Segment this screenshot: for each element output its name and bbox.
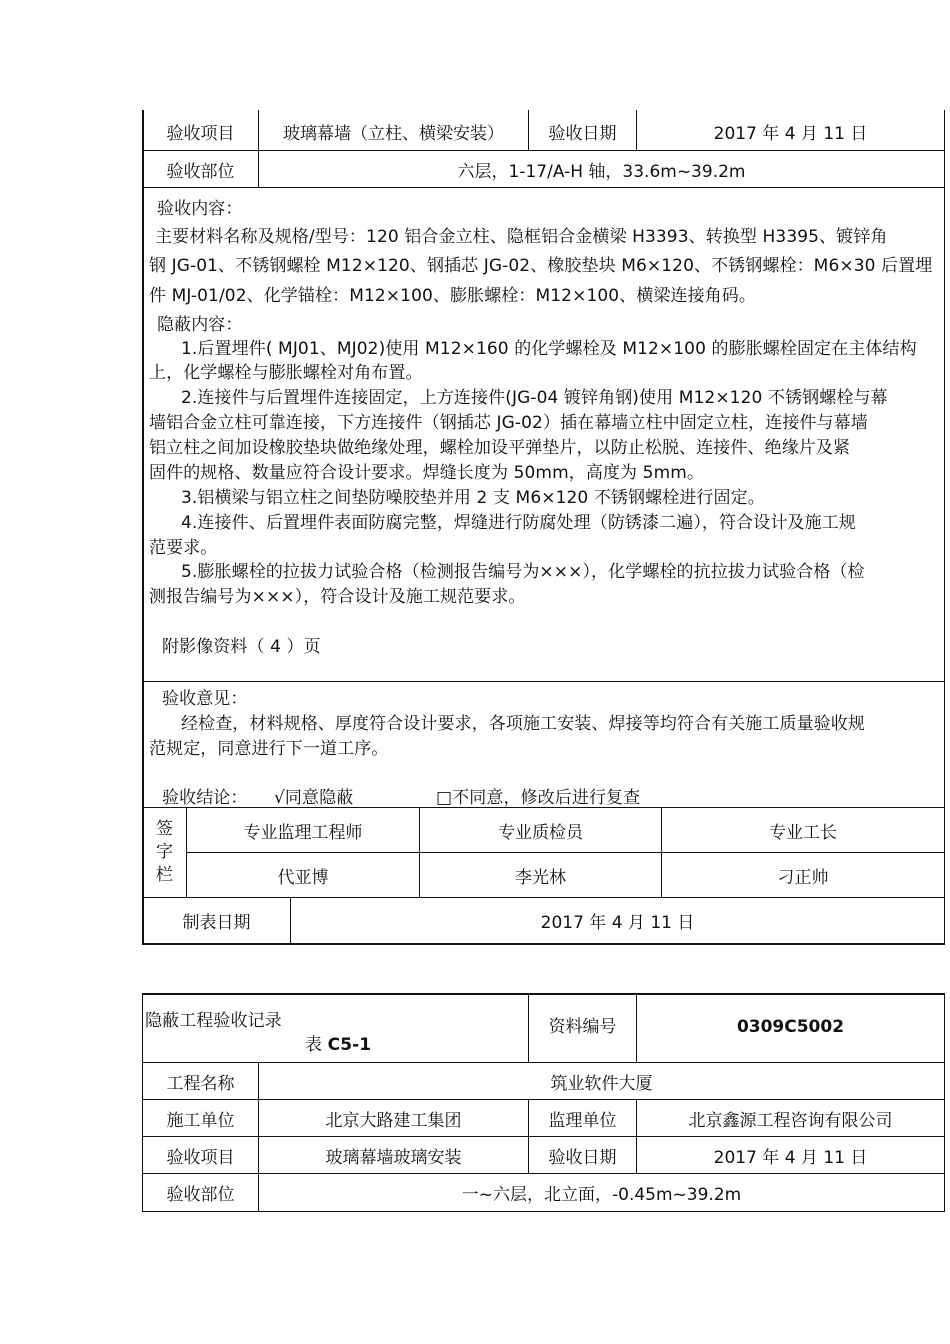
hidden-line: 范要求。	[149, 538, 218, 558]
table-code: C5-1	[327, 1035, 372, 1055]
signature-char: 栏	[156, 865, 173, 885]
supervisor-label: 监理单位	[548, 1110, 617, 1131]
hidden-line: 铝立柱之间加设橡胶垫块做绝缘处理，螺栓加设平弹垫片，以防止松脱、连接件、绝缘片及紧	[149, 438, 851, 458]
record-title: 隐蔽工程验收记录	[145, 1011, 282, 1031]
materials-line: 钢 JG-01、不锈钢螺栓 M12×120、钢插芯 JG-02、橡胶垫块 M6×120、不锈钢螺栓：M6×30 后置埋	[149, 256, 933, 276]
hidden-heading: 隐蔽内容：	[157, 315, 243, 335]
name-inspector: 李光林	[515, 867, 566, 888]
role-foreman: 专业工长	[769, 822, 837, 843]
name-supervisor: 代亚博	[277, 867, 329, 888]
disagree-checkbox[interactable]: □不同意，修改后进行复查	[436, 788, 641, 808]
doc-no-value: 0309C5002	[736, 1017, 845, 1037]
hidden-line: 上，化学螺栓与膨胀螺栓对角布置。	[149, 363, 423, 383]
materials-line: 件 MJ-01/02、化学锚栓：M12×100、膨胀螺栓：M12×100、横梁连接角码。	[149, 286, 756, 306]
date-label: 验收日期	[548, 123, 617, 144]
project-value: 玻璃幕墙（立柱、横梁安装）	[283, 123, 504, 144]
attachment-note: 附影像资料（ 4 ）页	[162, 637, 321, 657]
contractor-label: 施工单位	[166, 1110, 235, 1131]
conclusion-label: 验收结论：	[162, 788, 248, 808]
contractor-value: 北京大路建工集团	[325, 1110, 462, 1131]
agree-checkbox[interactable]: √同意隐蔽	[274, 788, 354, 808]
item-date-value: 2017 年 4 月 11 日	[713, 1147, 868, 1168]
hidden-line: 测报告编号为×××），符合设计及施工规范要求。	[149, 587, 526, 607]
role-inspector: 专业质检员	[498, 822, 583, 843]
form-date-label: 制表日期	[182, 913, 251, 933]
location2-label: 验收部位	[166, 1185, 235, 1205]
doc-no-label: 资料编号	[548, 1016, 617, 1037]
form-date-value: 2017 年 4 月 11 日	[540, 913, 695, 933]
hidden-line: 墙铝合金立柱可靠连接，下方连接件（钢插芯 JG-02）插在幕墙立柱中固定立柱，连接件与幕墙	[149, 413, 868, 433]
materials-line: 主要材料名称及规格/型号：120 铝合金立柱、隐框铝合金横梁 H3393、转换型 H3395、镀锌角	[155, 227, 888, 247]
opinion-heading: 验收意见：	[162, 689, 248, 709]
signature-side-label	[143, 808, 186, 897]
location-label: 验收部位	[166, 161, 235, 182]
hidden-line: 4.连接件、后置埋件表面防腐完整，焊缝进行防腐处理（防锈漆二遍），符合设计及施工规	[181, 513, 856, 533]
item-date-label: 验收日期	[548, 1147, 617, 1168]
item-label: 验收项目	[166, 1147, 235, 1168]
project-label: 验收项目	[166, 123, 235, 144]
opinion-line: 经检查，材料规格、厚度符合设计要求，各项施工安装、焊接等均符合有关施工质量验收规	[181, 714, 865, 734]
hidden-line: 5.膨胀螺栓的拉拔力试验合格（检测报告编号为×××），化学螺栓的抗拉拔力试验合格（检	[181, 562, 865, 582]
table-code-line	[305, 1030, 371, 1055]
role-supervisor: 专业监理工程师	[243, 822, 363, 843]
project-name-value: 筑业软件大厦	[550, 1073, 653, 1094]
table-prefix: 表	[305, 1035, 323, 1055]
item-value: 玻璃幕墙玻璃安装	[325, 1147, 462, 1168]
content-heading: 验收内容：	[157, 199, 243, 219]
location2-value: 一~六层，北立面，-0.45m~39.2m	[461, 1185, 742, 1205]
date-value: 2017 年 4 月 11 日	[713, 123, 868, 144]
name-foreman: 刁正帅	[777, 867, 829, 888]
signature-char: 签	[156, 819, 173, 839]
row-divider	[142, 187, 945, 188]
project-name-label: 工程名称	[166, 1073, 235, 1094]
row-divider	[142, 681, 945, 682]
hidden-line: 1.后置埋件( MJ01、MJ02)使用 M12×160 的化学螺栓及 M12×100 的膨胀螺栓固定在主体结构	[181, 339, 917, 359]
supervisor-value: 北京鑫源工程咨询有限公司	[688, 1110, 893, 1131]
signature-char: 字	[156, 842, 173, 862]
hidden-line: 2.连接件与后置埋件连接固定，上方连接件(JG-04 镀锌角钢)使用 M12×120 不锈钢螺栓与幕	[181, 388, 888, 408]
hidden-line: 固件的规格、数量应符合设计要求。焊缝长度为 50mm，高度为 5mm。	[149, 463, 704, 483]
location-value: 六层，1-17/A-H 轴，33.6m~39.2m	[457, 161, 746, 182]
hidden-line: 3.铝横梁与铝立柱之间垫防噪胶垫并用 2 支 M6×120 不锈钢螺栓进行固定。	[181, 488, 765, 508]
opinion-line: 范规定，同意进行下一道工序。	[149, 739, 389, 759]
